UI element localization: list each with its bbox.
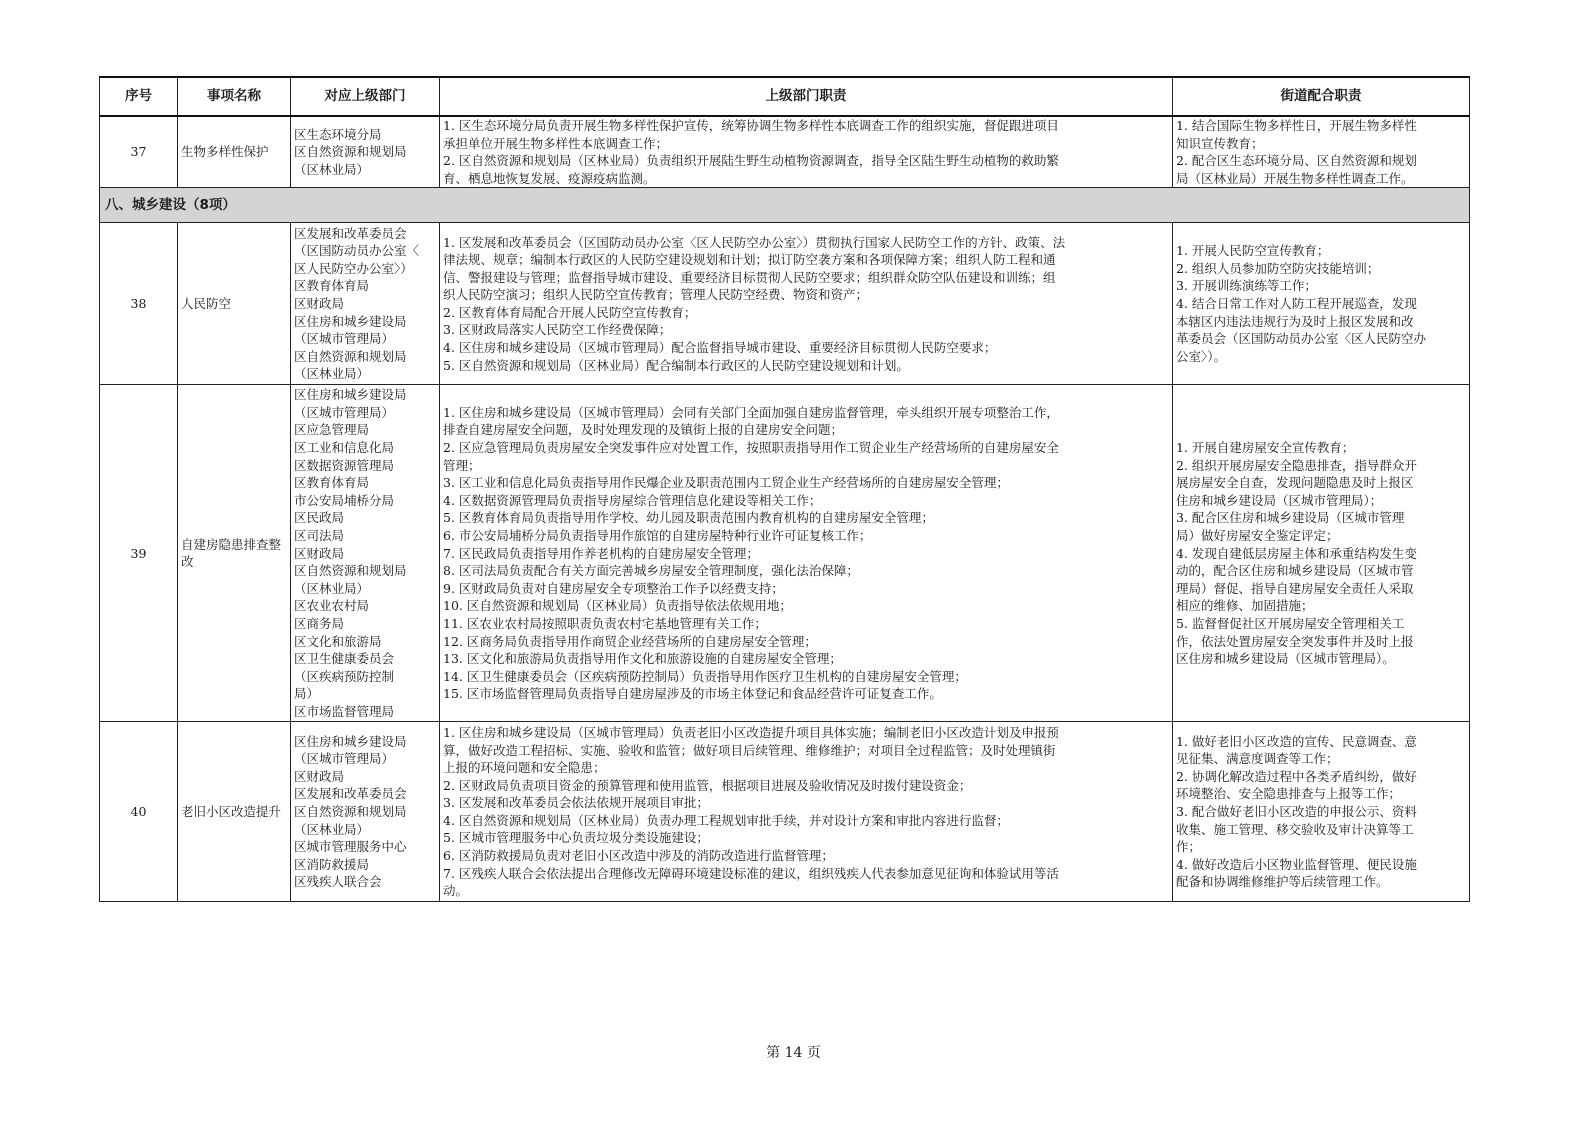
item-name-text: 老旧小区改造提升 xyxy=(181,804,282,820)
duty-line: 8. 区司法局负责配合有关方面完善城乡房屋安全管理制度，强化法治保障； xyxy=(443,563,859,579)
dept-line: 区人民防空办公室〉） xyxy=(294,260,413,276)
dept-line: 区民政局 xyxy=(294,510,345,526)
street-duty-line: 相应的维修、加固措施； xyxy=(1176,598,1314,614)
duty-line: 3. 区财政局落实人民防空工作经费保障； xyxy=(443,322,672,338)
street-duty-line: 2. 协调化解改造过程中各类矛盾纠纷，做好 xyxy=(1176,768,1417,784)
duty-line: 11. 区农业农村局按照职责负责农村宅基地管理有关工作； xyxy=(443,615,767,631)
street-duty-line: 2. 组织人员参加防空防灾技能培训； xyxy=(1176,260,1380,276)
dept-line: 区应急管理局 xyxy=(294,422,370,438)
duty-cell xyxy=(440,223,1173,385)
dept-line: 区住房和城乡建设局 xyxy=(294,313,407,329)
dept-line: 区消防救援局 xyxy=(294,856,370,872)
street-duty-line: 环境整治、安全隐患排查与上报等工作； xyxy=(1176,786,1402,802)
dept-cell xyxy=(291,385,440,722)
dept-line: 区工业和信息化局 xyxy=(294,440,395,456)
duty-line: 6. 区消防救援局负责对老旧小区改造中涉及的消防改造进行监督管理； xyxy=(443,848,834,864)
street-duty-line: 1. 开展人民防空宣传教育； xyxy=(1176,243,1330,259)
street-duty-line: 1. 开展自建房屋安全宣传教育； xyxy=(1176,440,1355,456)
table-header xyxy=(100,77,1470,116)
street-duty-line: 配备和协调维修维护等后续管理工作。 xyxy=(1176,874,1389,890)
street-duty-line: 见征集、满意度调查等工作； xyxy=(1176,751,1339,767)
header-name: 事项名称 xyxy=(178,77,291,116)
row-number: 39 xyxy=(100,385,178,722)
header-duty: 上级部门职责 xyxy=(440,77,1173,116)
street-duty-line: 4. 发现自建低层房屋主体和承重结构发生变 xyxy=(1176,545,1417,561)
table-row xyxy=(100,116,1470,188)
duty-line: 1. 区住房和城乡建设局（区城市管理局）会同有关部门全面加强自建房监督管理，牵头组织开展专项整治工作， xyxy=(443,404,1059,420)
street-duty-line: 理局）督促、指导自建房屋安全责任人采取 xyxy=(1176,580,1414,596)
street-duty-line: 局）做好房屋安全鉴定评定； xyxy=(1176,527,1339,543)
header-num: 序号 xyxy=(100,77,178,116)
dept-line: 区财政局 xyxy=(294,296,345,312)
duty-cell xyxy=(440,385,1173,722)
duty-line: 14. 区卫生健康委员会（区疾病预防控制局）负责指导用作医疗卫生机构的自建房屋安全管理； xyxy=(443,668,967,684)
duty-line: 排查自建房屋安全问题，及时处理发现的及镇街上报的自建房安全问题； xyxy=(443,422,844,438)
dept-line: 区自然资源和规划局 xyxy=(294,563,407,579)
street-duty-line: 2. 组织开展房屋安全隐患排查，指导群众开 xyxy=(1176,457,1417,473)
duty-line: 管理； xyxy=(443,457,481,473)
table-row xyxy=(100,223,1470,385)
duty-line: 承担单位开展生物多样性本底调查工作； xyxy=(443,135,669,151)
street-duty-line: 动的，配合区住房和城乡建设局（区城市管 xyxy=(1176,563,1414,579)
duty-line: 育、栖息地恢复发展、疫源疫病监测。 xyxy=(443,170,656,186)
dept-cell xyxy=(291,116,440,188)
street-duty-line: 本辖区内违法违规行为及时上报区发展和改 xyxy=(1176,313,1414,329)
street-duty-line: 作； xyxy=(1176,839,1202,855)
table-row xyxy=(100,385,1470,722)
dept-line: 区数据资源管理局 xyxy=(294,457,395,473)
dept-line: 局） xyxy=(294,686,320,702)
duty-line: 4. 区数据资源管理局负责指导房屋综合管理信息化建设等相关工作； xyxy=(443,492,822,508)
dept-line: 区城市管理服务中心 xyxy=(294,839,407,855)
duty-line: 2. 区财政局负责项目资金的预算管理和使用监管，根据项目进展及验收情况及时拨付建设资金； xyxy=(443,777,972,793)
street-duty-line: 4. 做好改造后小区物业监督管理、便民设施 xyxy=(1176,856,1417,872)
dept-line: 区卫生健康委员会 xyxy=(294,651,395,667)
dept-cell xyxy=(291,722,440,902)
dept-line: 区商务局 xyxy=(294,615,345,631)
dept-line: 区生态环境分局 xyxy=(294,126,382,142)
street-duty-line: 知识宣传教育； xyxy=(1176,135,1264,151)
header-dept: 对应上级部门 xyxy=(291,77,440,116)
item-name-text: 生物多样性保护 xyxy=(181,144,269,160)
duty-line: 2. 区教育体育局配合开展人民防空宣传教育； xyxy=(443,304,697,320)
dept-line: 区财政局 xyxy=(294,768,345,784)
duty-cell xyxy=(440,722,1173,902)
duty-line: 3. 区工业和信息化局负责指导用作民爆企业及职责范围内工贸企业生产经营场所的自建房屋安全管理； xyxy=(443,475,1009,491)
duty-line: 动。 xyxy=(443,883,469,899)
dept-line: （区国防动员办公室〈 xyxy=(294,243,420,259)
duty-line: 律法规、规章；编制本行政区的人民防空建设规划和计划；拟订防空袭方案和各项保障方案；组织人防工程和通 xyxy=(443,252,1056,268)
street-duty-line: 公室〉）。 xyxy=(1176,348,1227,364)
dept-line: 市公安局埔桥分局 xyxy=(294,492,395,508)
dept-line: 区市场监督管理局 xyxy=(294,703,395,719)
section-row xyxy=(100,188,1470,223)
street-duty-cell xyxy=(1173,722,1470,902)
street-duty-line: 1. 做好老旧小区改造的宣传、民意调查、意 xyxy=(1176,733,1417,749)
dept-line: （区城市管理局） xyxy=(294,404,395,420)
duty-line: 5. 区教育体育局负责指导用作学校、幼儿园及职责范围内教育机构的自建房屋安全管理； xyxy=(443,510,934,526)
duty-line: 9. 区财政局负责对自建房屋安全专项整治工作予以经费支持； xyxy=(443,580,784,596)
dept-line: （区林业局） xyxy=(294,580,370,596)
item-name xyxy=(178,223,291,385)
page-number: 第 14 页 xyxy=(766,1045,821,1061)
duty-line: 2. 区应急管理局负责房屋安全突发事件应对处置工作，按照职责指导用作工贸企业生产经营场所的自建房屋安全 xyxy=(443,440,1059,456)
street-duty-line: 3. 配合做好老旧小区改造的申报公示、资料 xyxy=(1176,804,1417,820)
dept-line: 区自然资源和规划局 xyxy=(294,348,407,364)
duty-line: 2. 区自然资源和规划局（区林业局）负责组织开展陆生野生动植物资源调查，指导全区陆生野生动植物的救助繁 xyxy=(443,153,1059,169)
item-name xyxy=(178,385,291,722)
dept-line: 区发展和改革委员会 xyxy=(294,786,407,802)
street-duty-cell xyxy=(1173,385,1470,722)
table-row xyxy=(100,722,1470,902)
header-row xyxy=(100,77,1470,116)
item-name-text: 自建房隐患排查整改 xyxy=(181,536,282,570)
dept-line: 区教育体育局 xyxy=(294,475,370,491)
dept-line: （区林业局） xyxy=(294,161,370,177)
duty-line: 10. 区自然资源和规划局（区林业局）负责指导依法依规用地； xyxy=(443,598,792,614)
dept-line: 区文化和旅游局 xyxy=(294,633,382,649)
section-title: 八、城乡建设（8项） xyxy=(100,188,1470,223)
dept-line: 区自然资源和规划局 xyxy=(294,144,407,160)
dept-line: 区教育体育局 xyxy=(294,278,370,294)
duty-line: 织人民防空演习；组织人民防空宣传教育；管理人民防空经费、物资和资产； xyxy=(443,287,869,303)
dept-line: （区林业局） xyxy=(294,366,370,382)
street-duty-line: 3. 开展训练演练等工作； xyxy=(1176,278,1317,294)
street-duty-cell xyxy=(1173,223,1470,385)
item-name xyxy=(178,116,291,188)
duty-line: 5. 区城市管理服务中心负责垃圾分类设施建设； xyxy=(443,830,709,846)
dept-line: 区发展和改革委员会 xyxy=(294,225,407,241)
item-name-text: 人民防空 xyxy=(181,296,232,312)
item-name xyxy=(178,722,291,902)
duty-line: 3. 区发展和改革委员会依法依规开展项目审批； xyxy=(443,795,709,811)
duty-line: 5. 区自然资源和规划局（区林业局）配合编制本行政区的人民防空建设规划和计划。 xyxy=(443,357,909,373)
duty-cell xyxy=(440,116,1173,188)
row-number: 37 xyxy=(100,116,178,188)
duty-line: 7. 区残疾人联合会依法提出合理修改无障碍环境建设标准的建议，组织残疾人代表参加意见征询和体验试用等活 xyxy=(443,865,1059,881)
duty-line: 12. 区商务局负责指导用作商贸企业经营场所的自建房屋安全管理； xyxy=(443,633,817,649)
street-duty-line: 3. 配合区住房和城乡建设局（区城市管理 xyxy=(1176,510,1405,526)
street-duty-line: 1. 结合国际生物多样性日，开展生物多样性 xyxy=(1176,118,1417,133)
duty-line: 7. 区民政局负责指导用作养老机构的自建房屋安全管理； xyxy=(443,545,759,561)
duty-line: 1. 区住房和城乡建设局（区城市管理局）负责老旧小区改造提升项目具体实施；编制老旧小区改造计划及申报预 xyxy=(443,724,1059,740)
street-duty-line: 5. 监督督促社区开展房屋安全管理相关工 xyxy=(1176,615,1405,631)
street-duty-line: 4. 结合日常工作对人防工程开展巡查，发现 xyxy=(1176,296,1417,312)
duty-line: 4. 区自然资源和规划局（区林业局）负责办理工程规划审批手续，并对设计方案和审批内容进行监督； xyxy=(443,812,1009,828)
header-street: 街道配合职责 xyxy=(1173,77,1470,116)
duty-line: 6. 市公安局埔桥分局负责指导用作旅馆的自建房屋特种行业许可证复核工作； xyxy=(443,527,872,543)
dept-line: 区残疾人联合会 xyxy=(294,874,382,890)
dept-line: （区疾病预防控制 xyxy=(294,668,395,684)
dept-line: （区城市管理局） xyxy=(294,751,395,767)
dept-line: 区农业农村局 xyxy=(294,598,370,614)
dept-line: （区林业局） xyxy=(294,821,370,837)
duty-line: 信、警报建设与管理；监督指导城市建设、重要经济目标贯彻人民防空要求；组织群众防空队伍建设和训练；组 xyxy=(443,269,1056,285)
duty-line: 1. 区发展和改革委员会（区国防动员办公室〈区人民防空办公室〉）贯彻执行国家人民防空工作的方针、政策、法 xyxy=(443,234,1066,250)
street-duty-line: 作，依法处置房屋安全突发事件并及时上报 xyxy=(1176,633,1414,649)
dept-line: 区司法局 xyxy=(294,527,345,543)
street-duty-line: 收集、施工管理、移交验收及审计决算等工 xyxy=(1176,821,1414,837)
street-duty-line: 展房屋安全自查，发现问题隐患及时上报区 xyxy=(1176,475,1414,491)
dept-cell xyxy=(291,223,440,385)
dept-line: 区财政局 xyxy=(294,545,345,561)
street-duty-cell xyxy=(1173,116,1470,188)
duty-line: 算，做好改造工程招标、实施、验收和监管；做好项目后续管理、维修维护；对项目全过程监管；及时处理镇街 xyxy=(443,742,1056,758)
duty-line: 13. 区文化和旅游局负责指导用作文化和旅游设施的自建房屋安全管理； xyxy=(443,651,842,667)
row-number: 40 xyxy=(100,722,178,902)
street-duty-line: 革委员会（区国防动员办公室〈区人民防空办 xyxy=(1176,331,1427,347)
duty-line: 1. 区生态环境分局负责开展生物多样性保护宣传，统筹协调生物多样性本底调查工作的组织实施，督促跟进项目 xyxy=(443,118,1059,133)
table-body xyxy=(100,116,1470,902)
duty-table xyxy=(99,76,1470,902)
dept-line: （区城市管理局） xyxy=(294,331,395,347)
street-duty-line: 区住房和城乡建设局（区城市管理局）。 xyxy=(1176,651,1395,667)
street-duty-line: 2. 配合区生态环境分局、区自然资源和规划 xyxy=(1176,153,1417,169)
dept-line: 区住房和城乡建设局 xyxy=(294,733,407,749)
dept-line: 区住房和城乡建设局 xyxy=(294,387,407,403)
row-number: 38 xyxy=(100,223,178,385)
duty-line: 4. 区住房和城乡建设局（区城市管理局）配合监督指导城市建设、重要经济目标贯彻人民防空要求； xyxy=(443,340,997,356)
dept-line: 区自然资源和规划局 xyxy=(294,804,407,820)
street-duty-line: 住房和城乡建设局（区城市管理局）； xyxy=(1176,492,1383,508)
duty-line: 上报的环境问题和安全隐患； xyxy=(443,760,606,776)
duty-line: 15. 区市场监督管理局负责指导自建房屋涉及的市场主体登记和食品经营许可证复查工作。 xyxy=(443,686,942,702)
street-duty-line: 局（区林业局）开展生物多样性调查工作。 xyxy=(1176,170,1414,186)
